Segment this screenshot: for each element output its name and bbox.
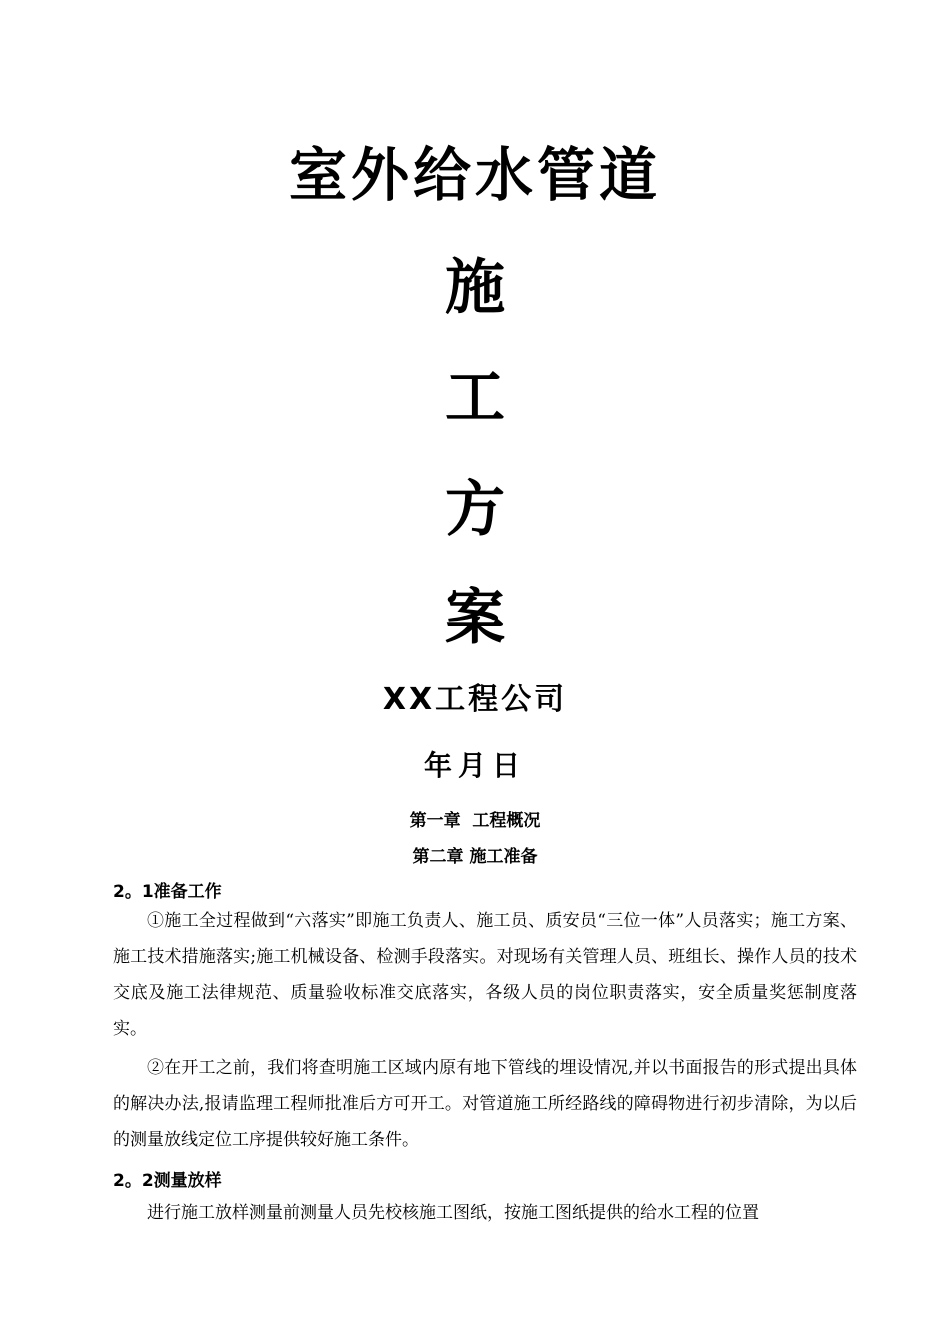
section-2-1-paragraph-1: ①施工全过程做到“六落实”即施工负责人、施工员、质安员“三位一体”人员落实；施工方案、施工技术措施落实;施工机械设备、检测手段落实。对现场有关管理人员、班组长、操作人员的技术交底及施工法律规范、质量验收标准交底落实，各级人员的岗位职责落实，安全质量奖惩制度落实。: [113, 911, 857, 1039]
section-2-2-heading: 2。2测量放样: [113, 1171, 222, 1191]
section-2-1-heading: 2。1准备工作: [113, 882, 222, 902]
title-char-3: 方: [445, 475, 505, 545]
section-2-1-paragraph-2: ②在开工之前，我们将查明施工区域内原有地下管线的埋设情况,并以书面报告的形式提出具体的解决办法,报请监理工程师批准后方可开工。对管道施工所经路线的障碍物进行初步清除，为以后的测量放线定位工序提供较好施工条件。: [113, 1058, 857, 1150]
document-title: 室外给水管道: [288, 141, 661, 209]
chapter-1-heading: 第一章 工程概况: [409, 811, 541, 831]
title-char-2: 工: [445, 363, 505, 433]
title-char-1: 施: [445, 253, 505, 323]
section-2-2-paragraph-1: 进行施工放样测量前测量人员先校核施工图纸，按施工图纸提供的给水工程的位置: [147, 1203, 759, 1223]
title-char-4: 案: [445, 583, 505, 653]
company-name: XX工程公司: [382, 682, 568, 717]
chapter-2-heading: 第二章 施工准备: [412, 847, 538, 867]
document-date: 年月日: [423, 749, 526, 782]
